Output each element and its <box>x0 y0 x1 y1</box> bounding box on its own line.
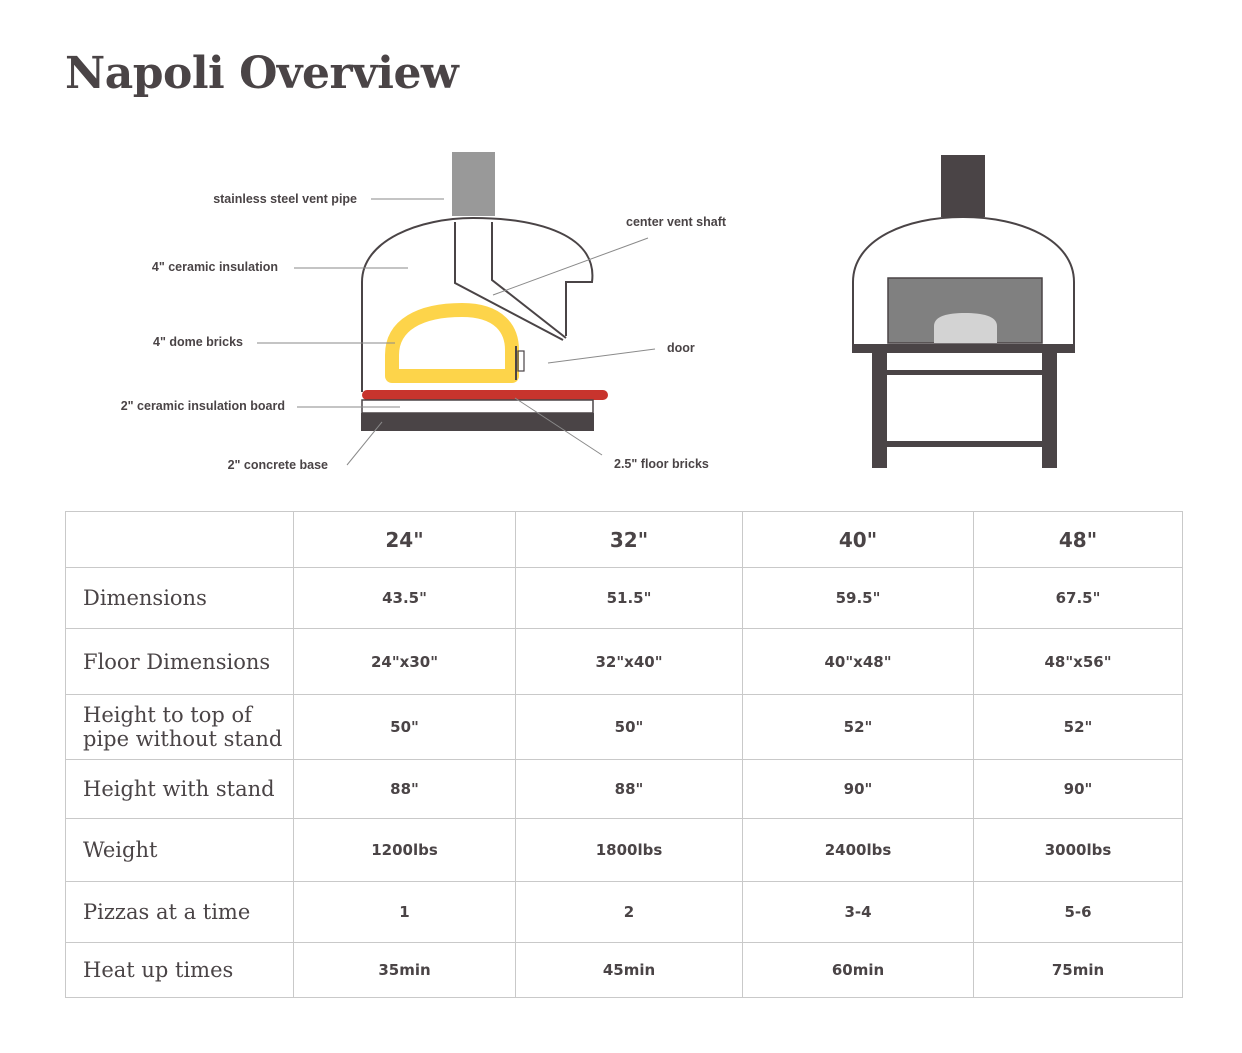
dome-bricks-label: 4" dome bricks <box>153 335 243 349</box>
insulation-board-label: 2" ceramic insulation board <box>120 399 285 413</box>
table-cell: 3-4 <box>743 882 974 943</box>
header-cell: 24" <box>294 512 516 568</box>
oven-front-view <box>852 155 1075 468</box>
header-cell <box>66 512 294 568</box>
front-stand-rail-upper <box>887 370 1042 375</box>
front-stand-leg-right <box>1042 353 1057 468</box>
insulation-board-shape <box>362 390 608 400</box>
front-stand-top <box>852 344 1075 353</box>
table-cell: 1 <box>294 882 516 943</box>
table-cell: 90" <box>743 760 974 819</box>
header-cell: 40" <box>743 512 974 568</box>
table-cell: 88" <box>516 760 743 819</box>
insulation-label: 4" ceramic insulation <box>151 260 278 274</box>
table-row <box>66 760 1183 819</box>
table-row <box>66 629 1183 695</box>
door-leader <box>548 349 655 363</box>
center-vent-label: center vent shaft <box>626 215 727 229</box>
table-cell: 5-6 <box>974 882 1183 943</box>
table-cell: 60min <box>743 943 974 998</box>
header-cell: 48" <box>974 512 1183 568</box>
page-title: Napoli Overview <box>65 48 459 99</box>
row-label: Height to top of pipe without stand <box>66 695 294 760</box>
vent-pipe-shape <box>452 152 495 216</box>
table-row <box>66 943 1183 998</box>
table-row <box>66 568 1183 629</box>
table-cell: 67.5" <box>974 568 1183 629</box>
table-row <box>66 882 1183 943</box>
table-cell: 52" <box>743 695 974 760</box>
center-vent-shaft-shape <box>455 222 566 340</box>
front-stand-leg-left <box>872 353 887 468</box>
table-row <box>66 819 1183 882</box>
table-header-row <box>66 512 1183 568</box>
table-cell: 3000lbs <box>974 819 1183 882</box>
door-label: door <box>667 341 695 355</box>
table-cell: 88" <box>294 760 516 819</box>
front-stand-rail-lower <box>887 441 1042 447</box>
table-cell: 90" <box>974 760 1183 819</box>
dome-bricks-shape <box>392 310 512 376</box>
table-cell: 75min <box>974 943 1183 998</box>
concrete-base-label: 2" concrete base <box>227 458 328 472</box>
table-cell: 50" <box>516 695 743 760</box>
header-cell: 32" <box>516 512 743 568</box>
row-label: Weight <box>66 819 294 882</box>
table-row <box>66 695 1183 760</box>
spec-table <box>65 511 1183 998</box>
floor-bricks-label: 2.5" floor bricks <box>614 457 709 471</box>
table-cell: 2 <box>516 882 743 943</box>
table-cell: 2400lbs <box>743 819 974 882</box>
front-oven-opening <box>934 313 997 343</box>
row-label: Height with stand <box>66 760 294 819</box>
oven-cross-section <box>121 152 727 472</box>
table-cell: 24"x30" <box>294 629 516 695</box>
concrete-base-shape <box>361 413 594 431</box>
table-cell: 50" <box>294 695 516 760</box>
table-cell: 43.5" <box>294 568 516 629</box>
row-label: Floor Dimensions <box>66 629 294 695</box>
row-label: Dimensions <box>66 568 294 629</box>
table-cell: 32"x40" <box>516 629 743 695</box>
table-cell: 45min <box>516 943 743 998</box>
oven-diagram <box>0 0 1242 500</box>
table-cell: 48"x56" <box>974 629 1183 695</box>
table-cell: 1800lbs <box>516 819 743 882</box>
row-label: Heat up times <box>66 943 294 998</box>
table-cell: 35min <box>294 943 516 998</box>
table-cell: 51.5" <box>516 568 743 629</box>
table-cell: 52" <box>974 695 1183 760</box>
vent-pipe-label: stainless steel vent pipe <box>213 192 357 206</box>
table-cell: 1200lbs <box>294 819 516 882</box>
table-cell: 40"x48" <box>743 629 974 695</box>
row-label: Pizzas at a time <box>66 882 294 943</box>
center-vent-leader <box>493 238 648 295</box>
front-vent-pipe <box>941 155 985 217</box>
table-cell: 59.5" <box>743 568 974 629</box>
